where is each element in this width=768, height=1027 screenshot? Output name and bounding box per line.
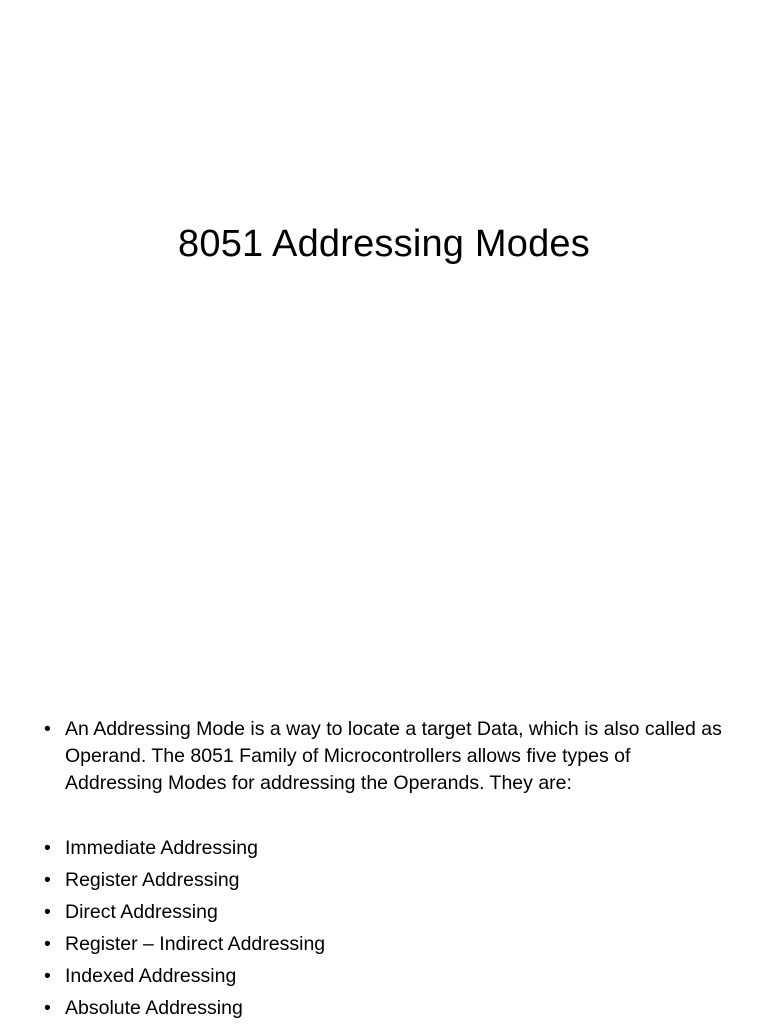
intro-list <box>44 716 724 797</box>
list-item <box>44 963 724 995</box>
list-item <box>44 835 724 867</box>
list-item-label: Direct Addressing <box>65 901 218 923</box>
list-item <box>44 995 724 1027</box>
intro-bullet <box>44 716 724 797</box>
bullet-icon: • <box>44 933 51 955</box>
list-item-label: Register Addressing <box>65 869 240 891</box>
bullet-icon: • <box>44 997 51 1019</box>
list-item <box>44 867 724 899</box>
addressing-modes-list <box>44 835 724 1027</box>
bullet-icon: • <box>44 837 51 859</box>
list-item-label: Absolute Addressing <box>65 997 243 1019</box>
bullet-icon: • <box>44 718 51 740</box>
list-item <box>44 931 724 963</box>
intro-text: An Addressing Mode is a way to locate a target Data, which is also called as Operand. The 8051 Family of Microcontrollers allows five types of Addressing Modes for addressing the Operands. They are: <box>65 718 722 794</box>
slide-title: 8051 Addressing Modes <box>178 223 590 265</box>
list-item-label: Immediate Addressing <box>65 837 258 859</box>
bullet-icon: • <box>44 869 51 891</box>
list-item-label: Indexed Addressing <box>65 965 237 987</box>
list-item <box>44 899 724 931</box>
bullet-icon: • <box>44 901 51 923</box>
bullet-icon: • <box>44 965 51 987</box>
list-item-label: Register – Indirect Addressing <box>65 933 326 955</box>
